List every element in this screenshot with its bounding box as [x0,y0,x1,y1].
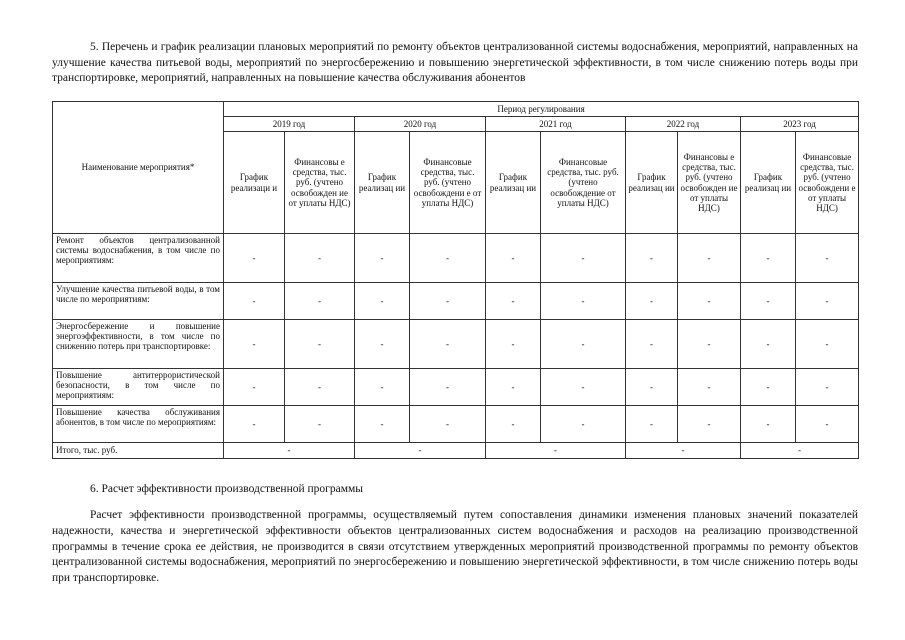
row-name: Улучшение качества питьевой воды, в том числе по мероприятиям: [53,283,224,320]
row-cell: - [486,283,541,320]
row-cell: - [626,369,678,406]
row-cell: - [486,369,541,406]
header-period: Период регулирования [224,102,859,117]
year-header: 2023 год [741,117,859,132]
row-cell: - [796,320,859,369]
schedule-header: График реализац ии [486,132,541,234]
row-cell: - [224,283,285,320]
row-cell: - [355,283,410,320]
row-cell: - [678,234,741,283]
schedule-header: График реализаци и [224,132,285,234]
row-cell: - [410,369,486,406]
row-cell: - [224,406,285,443]
section-6-text: Расчет эффективности производственной программы, осуществляемый путем сопоставления динамики изменения плановых значений показателей надежности, качества и энергетической эффективности объектов централизованных систем водоснабжения и расходов на реализацию производственной программы в течение срока ее действия, не производится в связи отсутствием утвержденных мероприятий производственной программы по ремонту объектов централизованной системы водоснабжения, мероприятий по энергосбережению и повышению энергетической эффективности, в том числе снижению потерь воды при транспортировке. [52,509,858,585]
schedule-header: График реализац ии [626,132,678,234]
row-name: Ремонт объектов централизованной системы водоснабжения, в том числе по мероприятиям: [53,234,224,283]
total-row [53,443,859,459]
row-cell: - [355,234,410,283]
row-cell: - [678,320,741,369]
row-cell: - [678,406,741,443]
total-label: Итого, тыс. руб. [53,443,224,459]
row-cell: - [541,406,626,443]
row-cell: - [678,283,741,320]
row-cell: - [355,406,410,443]
row-cell: - [355,369,410,406]
row-cell: - [486,234,541,283]
table-row [53,406,859,443]
section-5-title: 5. Перечень и график реализации плановых мероприятий по ремонту объектов централизованной системы водоснабжения, мероприятий, направленных на улучшение качества питьевой воды, мероприятий по энергосбережению и повышению энергетической эффективности, в том числе снижению потерь воды при транспортировке, мероприятий, направленных на повышение качества обслуживания абонентов [52,41,858,84]
year-header: 2022 год [626,117,741,132]
table-row [53,320,859,369]
finance-header: Финансовые средства, тыс. руб. (учтено освобождени е от уплаты НДС) [410,132,486,234]
year-header: 2019 год [224,117,355,132]
row-cell: - [796,283,859,320]
row-cell: - [285,406,355,443]
section-6-title: 6. Расчет эффективности производственной программы [90,483,364,495]
row-cell: - [796,406,859,443]
row-cell: - [410,320,486,369]
row-cell: - [486,406,541,443]
row-cell: - [541,283,626,320]
row-cell: - [410,234,486,283]
row-cell: - [285,320,355,369]
total-cell: - [741,443,859,459]
row-cell: - [796,234,859,283]
year-header: 2021 год [486,117,626,132]
finance-header: Финансовые средства, тыс. руб. (учтено освобождение от уплаты НДС) [541,132,626,234]
finance-header: Финансовы е средства, тыс. руб. (учтено освобожден ие от уплаты НДС) [285,132,355,234]
table-row [53,234,859,283]
total-cell: - [626,443,741,459]
row-cell: - [224,320,285,369]
row-cell: - [541,369,626,406]
section-5-heading [52,40,858,87]
row-cell: - [410,283,486,320]
row-cell: - [285,234,355,283]
row-cell: - [224,369,285,406]
row-cell: - [355,320,410,369]
header-name: Наименование мероприятия* [53,102,224,234]
row-cell: - [285,369,355,406]
row-cell: - [224,234,285,283]
row-cell: - [541,234,626,283]
row-cell: - [626,320,678,369]
row-cell: - [741,234,796,283]
row-cell: - [741,320,796,369]
row-cell: - [410,406,486,443]
row-cell: - [626,234,678,283]
row-cell: - [626,283,678,320]
row-cell: - [741,369,796,406]
section-6-paragraph [52,508,858,587]
plan-table [52,101,859,459]
schedule-header: График реализац ии [355,132,410,234]
row-cell: - [741,406,796,443]
total-cell: - [486,443,626,459]
schedule-header: График реализац ии [741,132,796,234]
row-cell: - [796,369,859,406]
total-cell: - [224,443,355,459]
row-name: Энергосбережение и повышение энергоэффективности, в том числе по снижению потерь при транспортировке: [53,320,224,369]
table-row [53,369,859,406]
table-row [53,283,859,320]
year-header: 2020 год [355,117,486,132]
row-cell: - [285,283,355,320]
row-cell: - [678,369,741,406]
row-cell: - [541,320,626,369]
row-cell: - [741,283,796,320]
row-name: Повышение качества обслуживания абонентов, в том числе по мероприятиям: [53,406,224,443]
row-cell: - [626,406,678,443]
row-cell: - [486,320,541,369]
finance-header: Финансовые средства, тыс. руб. (учтено освобождени е от уплаты НДС) [796,132,859,234]
row-name: Повышение антитеррористической безопасности, в том числе по мероприятиям: [53,369,224,406]
total-cell: - [355,443,486,459]
finance-header: Финансовы е средства, тыс. руб. (учтено освобожден ие от уплаты НДС) [678,132,741,234]
